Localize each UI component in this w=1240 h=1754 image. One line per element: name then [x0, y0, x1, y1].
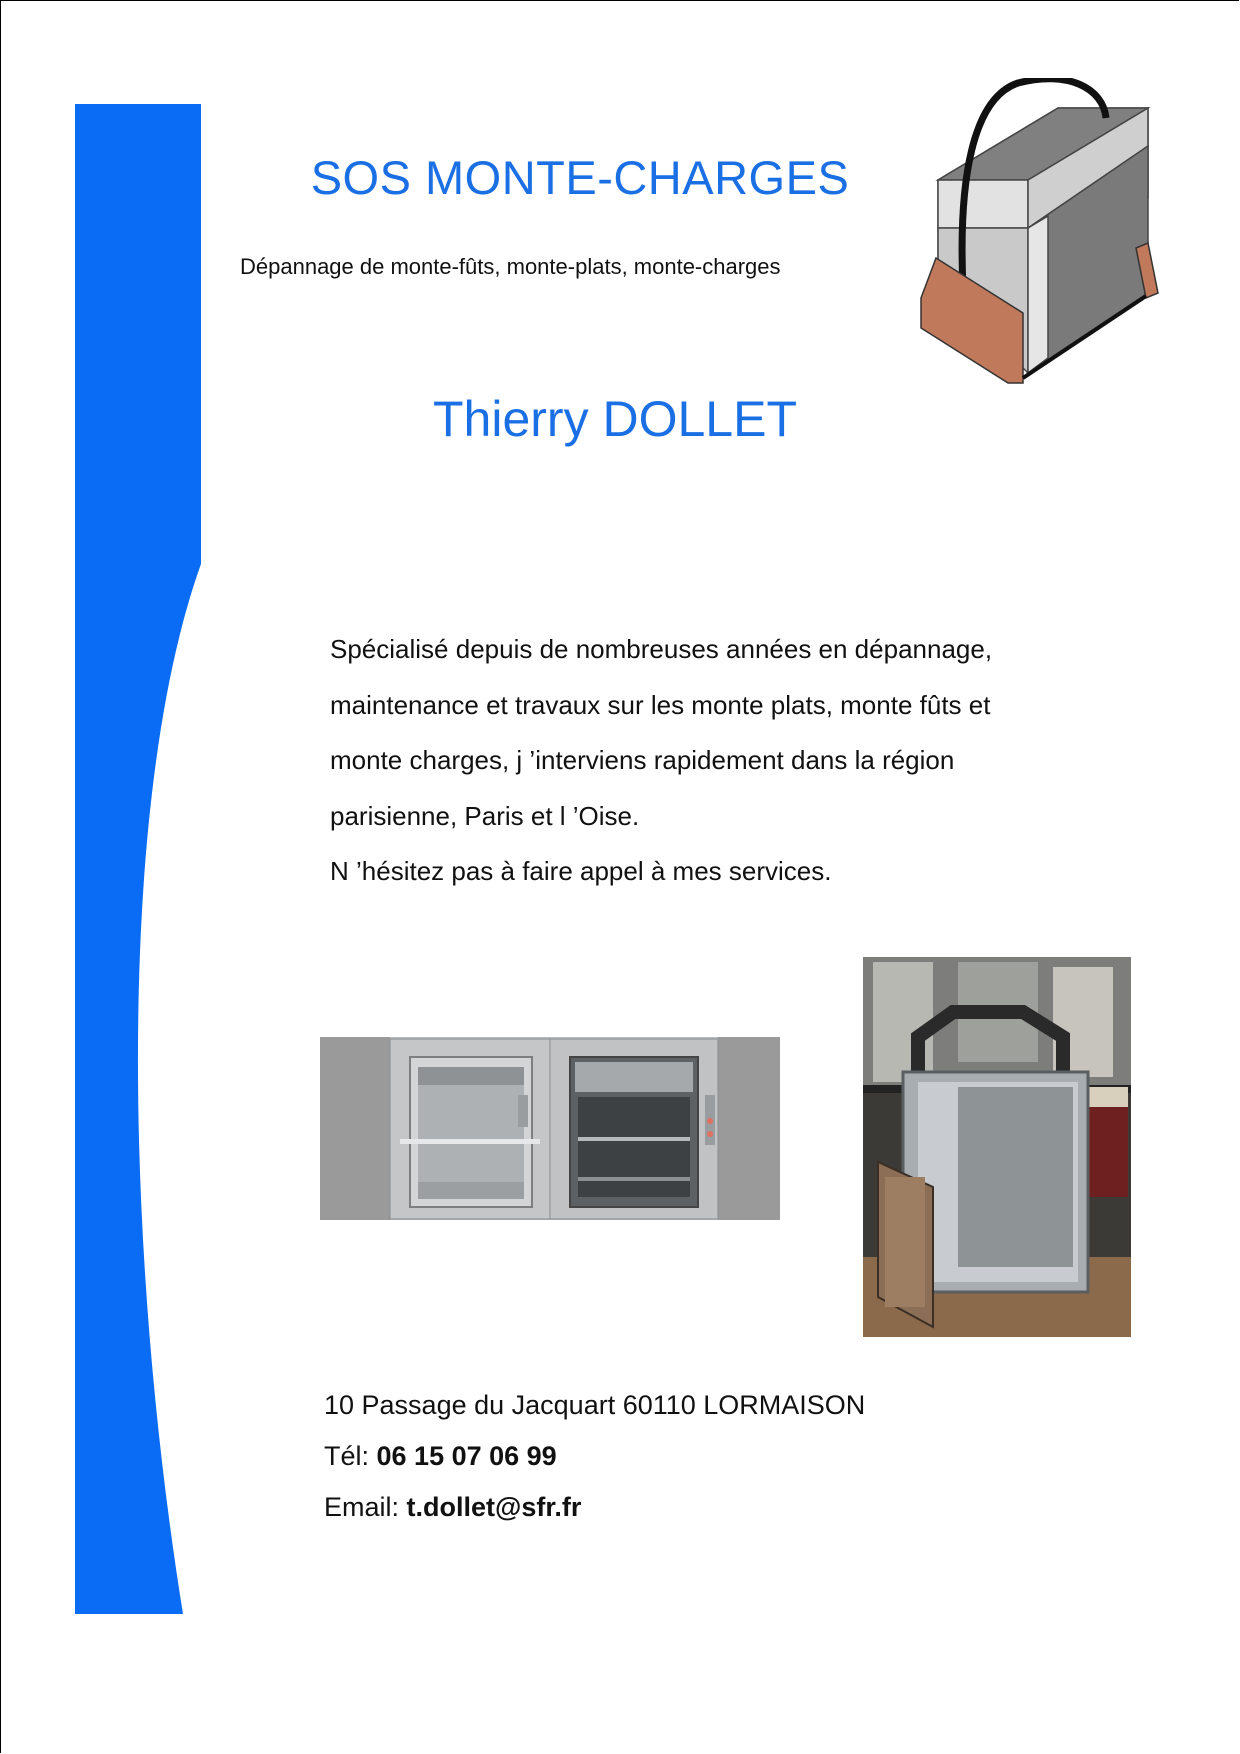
page-subtitle: Dépannage de monte-fûts, monte-plats, monte-charges — [240, 254, 781, 279]
phone-number: 06 15 07 06 99 — [376, 1441, 557, 1471]
intro-line: parisienne, Paris et l ’Oise. — [330, 800, 640, 831]
lift-cage-cafe-photo — [863, 957, 1131, 1337]
contact-name: Thierry DOLLET — [433, 391, 797, 447]
intro-line: maintenance et travaux sur les monte plats, monte fûts et — [330, 689, 991, 720]
address: 10 Passage du Jacquart 60110 LORMAISON — [324, 1390, 866, 1420]
monte-charge-cage-icon — [918, 78, 1168, 398]
phone-line — [324, 1431, 865, 1482]
contact-block — [324, 1380, 865, 1533]
intro-text — [330, 622, 1150, 900]
dumbwaiter-doors-photo — [320, 1037, 780, 1220]
email-address: t.dollet@sfr.fr — [406, 1492, 582, 1522]
phone-label: Tél: — [324, 1441, 377, 1471]
page-title: SOS MONTE-CHARGES — [310, 151, 850, 204]
email-line — [324, 1482, 865, 1533]
email-label: Email: — [324, 1492, 407, 1522]
intro-line: Spécialisé depuis de nombreuses années en dépannage, — [330, 634, 993, 664]
intro-line: N ’hésitez pas à faire appel à mes services. — [330, 856, 832, 886]
intro-line: monte charges, j ’interviens rapidement dans la région — [330, 745, 955, 775]
decorative-blue-band — [75, 104, 205, 1619]
